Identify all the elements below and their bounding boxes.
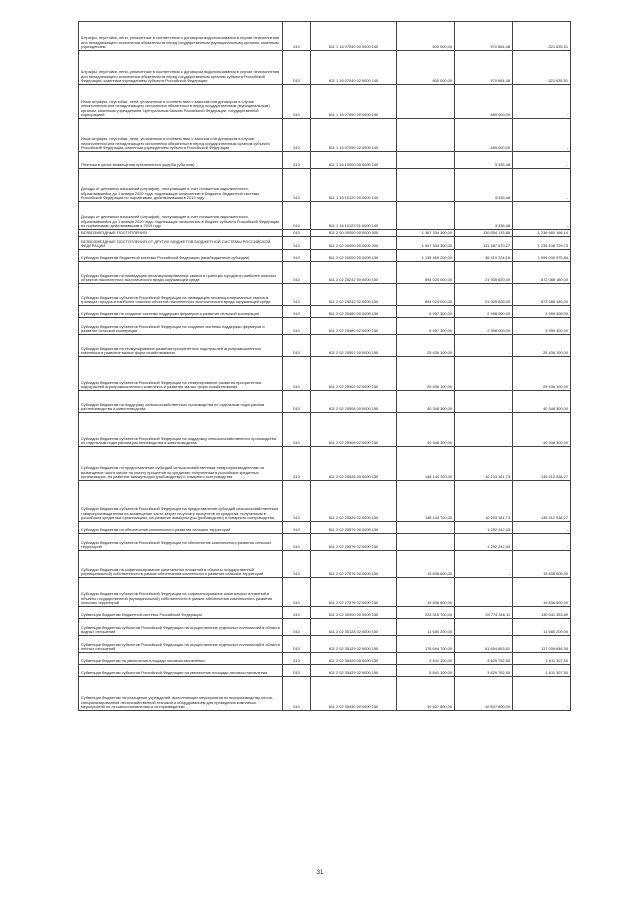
income-name-cell: Субсидии бюджетам субъектов Российской Федерации на предоставление субсидий сельскохозяйственным товаропроизводителям на возмещение части затрат на уплату процентов по кредитам, полученным в российских кредитных организациях, на развитие аквакультуры (рыбоводство) и товарного осетроводства (79, 481, 283, 522)
line-code-cell: 010 (283, 413, 311, 447)
approved-amount-cell: 40 348 300,00 (397, 413, 455, 447)
table-row (79, 335, 571, 357)
line-code-cell: 010 (283, 152, 311, 169)
income-name-cell: Субвенции бюджетам субъектов Российской Федерации на осуществление отдельных полномочий в области водных отношений (79, 619, 283, 636)
approved-amount-cell: 894 024 000,00 (397, 284, 455, 306)
executed-amount-cell: 2 998 000,00 (455, 306, 513, 318)
table-row (79, 636, 571, 653)
remaining-amount-cell: 3 959 300,00 (513, 318, 571, 335)
table-row (79, 653, 571, 665)
table-row (79, 262, 571, 284)
income-name-cell: Доходы от денежных взысканий (штрафов), поступающие в счет погашения задолженности, образовавшейся до 1 января 2020 года, подлежащие зачислению в бюджет субъекта Российской Федерации по нормативам, действовавшим в 2019 году (79, 202, 283, 230)
income-name-cell: Субсидии бюджетам субъектов Российской Федерации на стимулирование развития приоритетных подотраслей агропромышленного комплекса и развитие малых форм хозяйствования (79, 357, 283, 391)
income-code-cell: 811 2 02 25502 02 0000 150 (311, 357, 397, 391)
approved-amount-cell: 894 024 000,00 (397, 262, 455, 284)
approved-amount-cell: 1 135 459 200,00 (397, 250, 455, 262)
income-code-cell: 811 2 02 25508 00 0000 150 (311, 391, 397, 413)
line-code-cell: 010 (283, 237, 311, 250)
income-name-cell: Субвенции бюджетам субъектов Российской Федерации на увеличение площади лесовосстановления (79, 665, 283, 677)
remaining-amount-cell: 3 959 300,00 (513, 306, 571, 318)
line-code-cell: 010 (283, 22, 311, 51)
table-row (79, 237, 571, 250)
executed-amount-cell: 10 637 800,00 (455, 677, 513, 711)
income-name-cell: Субсидии бюджетам субъектов Российской Федерации на софинансирование капитальных вложений в объекты государственной (муниципальной) собственности в рамках обеспечения комплексного развития сельских территорий (79, 578, 283, 607)
income-name-cell: Субсидии бюджетам на обеспечение комплексного развития сельских территорий (79, 522, 283, 534)
executed-amount-cell: 131 187 570,27 (455, 237, 513, 250)
income-code-cell: 811 1 16 07090 00 0000 140 (311, 85, 397, 119)
executed-amount-cell: 3 335,48 (455, 169, 513, 202)
remaining-amount-cell: - (513, 677, 571, 711)
line-code-cell: 010 (283, 169, 311, 202)
income-name-cell: Иные штрафы, неустойки, пени, уплаченные в соответствии с законом или договором в случае неисполнения или ненадлежащего исполнения обязательств перед государственным (муниципальным) органом, казенным учреждением, Центральным банком Российской Федерации, государственной корпорацией (79, 85, 283, 119)
income-code-cell: 811 2 02 27576 00 0000 150 (311, 551, 397, 578)
executed-amount-cell: 2 998 000,00 (455, 318, 513, 335)
income-name-cell: Субвенции бюджетам субъектов Российской Федерации на осуществление отдельных полномочий в области лесных отношений (79, 636, 283, 653)
table-row (79, 677, 571, 711)
income-name-cell: Субсидии бюджетам субъектов Российской Федерации на создание системы поддержки фермеров и развитие сельской кооперации (79, 318, 283, 335)
line-code-cell: 010 (283, 357, 311, 391)
table-row (79, 522, 571, 534)
executed-amount-cell: 3 829 792,50 (455, 653, 513, 665)
income-code-cell: 811 2 02 35430 00 0000 150 (311, 677, 397, 711)
line-code-cell: 010 (283, 636, 311, 653)
line-code-cell: 010 (283, 335, 311, 357)
remaining-amount-cell: 19 836 600,00 (513, 551, 571, 578)
line-code-cell: 010 (283, 578, 311, 607)
table-row (79, 619, 571, 636)
line-code-cell: 010 (283, 250, 311, 262)
approved-amount-cell: 25 436 100,00 (397, 335, 455, 357)
approved-amount-cell (397, 85, 455, 119)
line-code-cell: 010 (283, 284, 311, 306)
table-row (79, 22, 571, 51)
remaining-amount-cell: - (513, 152, 571, 169)
income-code-cell: 811 2 02 35429 00 0000 150 (311, 653, 397, 665)
remaining-amount-cell: 1 236 146 729,73 (513, 237, 571, 250)
executed-amount-cell: 3 335,48 (455, 152, 513, 169)
income-code-cell: 811 1 16 07040 02 0000 140 (311, 51, 397, 85)
income-code-cell: 811 2 02 25502 00 0000 150 (311, 335, 397, 357)
line-code-cell: 010 (283, 306, 311, 318)
remaining-amount-cell: 135 912 538,27 (513, 447, 571, 481)
line-code-cell: 010 (283, 318, 311, 335)
approved-amount-cell (397, 169, 455, 202)
income-name-cell: Субсидии бюджетам на стимулирование развития приоритетных подотраслей агропромышленного комплекса и развитие малых форм хозяйствования (79, 335, 283, 357)
remaining-amount-cell: 25 436 100,00 (513, 335, 571, 357)
income-name-cell: Субсидии бюджетам субъектов Российской Федерации на обеспечение комплексного развития сельских территорий (79, 534, 283, 551)
table-row (79, 357, 571, 391)
income-code-cell: 811 2 02 35429 02 0000 150 (311, 665, 397, 677)
line-code-cell: 010 (283, 85, 311, 119)
remaining-amount-cell: 40 348 300,00 (513, 391, 571, 413)
line-code-cell: 010 (283, 677, 311, 711)
table-row (79, 306, 571, 318)
income-name-cell: Доходы от денежных взысканий (штрафов), поступающие в счет погашения задолженности, образовавшейся до 1 января 2020 года, подлежащие зачислению в бюджеты бюджетной системы Российской Федерации по нормативам, действовавшим в 2019 году (79, 169, 283, 202)
table-row (79, 284, 571, 306)
executed-amount-cell: -489 000,00 (455, 85, 513, 119)
approved-amount-cell: 40 348 300,00 (397, 391, 455, 413)
table-row (79, 230, 571, 237)
line-code-cell: 010 (283, 534, 311, 551)
remaining-amount-cell: 872 088 180,00 (513, 262, 571, 284)
income-name-cell: Субвенции бюджетам на оснащение учреждений, выполняющих мероприятия по воспроизводству лесов, специализированной лесохозяйственной техникой и оборудованием для проведения комплекса мероприятий по лесовосстановлению и лесоразведению (79, 677, 283, 711)
approved-amount-cell: 10 637 800,00 (397, 677, 455, 711)
remaining-amount-cell: -321 635,51 (513, 51, 571, 85)
table-row (79, 447, 571, 481)
table-row (79, 152, 571, 169)
income-name-cell: Штрафы, неустойки, пени, уплаченные в соответствии с договором водопользования в случае неисполнения или ненадлежащего исполнения обязательств перед государственным (муниципальным) органом, казенным учреждением (79, 22, 283, 51)
line-code-cell: 010 (283, 202, 311, 230)
line-code-cell: 010 (283, 653, 311, 665)
line-code-cell: 010 (283, 230, 311, 237)
approved-amount-cell: 148 144 700,00 (397, 447, 455, 481)
page-number: 31 (316, 870, 324, 876)
remaining-amount-cell: 1 611 307,50 (513, 653, 571, 665)
line-code-cell: 010 (283, 119, 311, 152)
income-name-cell: Субсидии бюджетам на предоставление субсидий сельскохозяйственным товаропроизводителям на возмещение части затрат на уплату процентов по кредитам, полученным в российских кредитных организациях, на развитие аквакультуры (рыбоводство) и товарного осетроводства (79, 447, 283, 481)
remaining-amount-cell: - (513, 119, 571, 152)
income-name-cell: Субсидии бюджетам на создание системы поддержки фермеров и развитие сельской кооперации (79, 306, 283, 318)
remaining-amount-cell: - (513, 522, 571, 534)
approved-amount-cell: 148 144 700,00 (397, 481, 455, 522)
income-name-cell: Субсидии бюджетам на поддержку сельскохозяйственного производства по отдельным подотраслям растениеводства и животноводства (79, 391, 283, 413)
income-code-cell: 811 2 02 35128 02 0000 150 (311, 619, 397, 636)
income-code-cell: 811 1 16 10000 00 0000 140 (311, 152, 397, 169)
line-code-cell: 010 (283, 262, 311, 284)
approved-amount-cell: 5 841 100,00 (397, 653, 455, 665)
table-row (79, 391, 571, 413)
executed-amount-cell: 970 664,48 (455, 51, 513, 85)
approved-amount-cell: 6 957 300,00 (397, 306, 455, 318)
executed-amount-cell: -489 000,00 (455, 119, 513, 152)
line-code-cell: 010 (283, 665, 311, 677)
income-name-cell: БЕЗВОЗМЕЗДНЫЕ ПОСТУПЛЕНИЯ (79, 230, 283, 237)
approved-amount-cell: 19 836 600,00 (397, 578, 455, 607)
remaining-amount-cell: - (513, 202, 571, 230)
table-row (79, 665, 571, 677)
executed-amount-cell: 1 252 242,43 (455, 534, 513, 551)
table-row (79, 578, 571, 607)
executed-amount-cell: 1 252 242,43 (455, 522, 513, 534)
approved-amount-cell: 5 841 100,00 (397, 665, 455, 677)
executed-amount-cell: 970 664,48 (455, 22, 513, 51)
approved-amount-cell: 600 000,00 (397, 22, 455, 51)
remaining-amount-cell: 872 088 180,00 (513, 284, 571, 306)
remaining-amount-cell: - (513, 534, 571, 551)
income-code-cell: 811 2 02 00000 00 0000 000 (311, 237, 397, 250)
remaining-amount-cell: - (513, 169, 571, 202)
income-code-cell: 811 2 02 35129 02 0000 150 (311, 636, 397, 653)
approved-amount-cell: 1 367 334 300,00 (397, 237, 455, 250)
executed-amount-cell: 3 335,48 (455, 202, 513, 230)
executed-amount-cell: 10 233 161,73 (455, 481, 513, 522)
income-name-cell: БЕЗВОЗМЕЗДНЫЕ ПОСТУПЛЕНИЯ ОТ ДРУГИХ БЮДЖЕТОВ БЮДЖЕТНОЙ СИСТЕМЫ РОССИЙСКОЙ ФЕДЕРАЦИИ (79, 237, 283, 250)
line-code-cell: 010 (283, 607, 311, 619)
table-row (79, 413, 571, 447)
remaining-amount-cell: 1 099 039 975,84 (513, 250, 571, 262)
income-code-cell: 811 1 16 10120 00 0000 140 (311, 169, 397, 202)
table-row (79, 481, 571, 522)
income-name-cell: Субсидии бюджетам на софинансирование капитальных вложений в объекты государственной (муниципальной) собственности в рамках обеспечения комплексного развития сельских территорий (79, 551, 283, 578)
approved-amount-cell: - (397, 534, 455, 551)
executed-amount-cell: 130 654 133,86 (455, 230, 513, 237)
line-code-cell: 010 (283, 481, 311, 522)
approved-amount-cell: 600 000,00 (397, 51, 455, 85)
table-row (79, 318, 571, 335)
executed-amount-cell: - (455, 357, 513, 391)
executed-amount-cell: - (455, 335, 513, 357)
remaining-amount-cell: 130 541 353,89 (513, 607, 571, 619)
approved-amount-cell: 225 315 700,00 (397, 607, 455, 619)
income-code-cell: 811 2 02 25576 00 0000 150 (311, 522, 397, 534)
executed-amount-cell: 61 654 853,61 (455, 636, 513, 653)
line-code-cell: 010 (283, 619, 311, 636)
table-row (79, 169, 571, 202)
income-name-cell: Субсидии бюджетам на ликвидацию несанкционированных свалок в границах городов и наиболее опасных объектов накопленного экологического вреда окружающей среде (79, 262, 283, 284)
income-code-cell: 811 1 16 07090 02 0000 140 (311, 119, 397, 152)
executed-amount-cell: - (455, 413, 513, 447)
executed-amount-cell: 21 935 820,00 (455, 284, 513, 306)
income-code-cell: 811 2 00 00000 00 0000 000 (311, 230, 397, 237)
line-code-cell: 010 (283, 51, 311, 85)
table-row (79, 607, 571, 619)
income-code-cell: 811 2 02 25526 00 0000 150 (311, 447, 397, 481)
income-code-cell: 811 2 02 25242 00 0000 150 (311, 262, 397, 284)
income-code-cell: 811 2 02 25576 02 0000 150 (311, 534, 397, 551)
table-row (79, 534, 571, 551)
income-name-cell: Субсидии бюджетам субъектов Российской Федерации на ликвидацию несанкционированных свалок в границах городов и наиболее опасных объектов накопленного экологического вреда окружающей среде (79, 284, 283, 306)
budget-execution-table (78, 21, 571, 711)
income-code-cell: 811 2 02 30000 00 0000 150 (311, 607, 397, 619)
remaining-amount-cell: 1 236 680 166,14 (513, 230, 571, 237)
remaining-amount-cell: 117 039 846,39 (513, 636, 571, 653)
remaining-amount-cell: 25 436 100,00 (513, 357, 571, 391)
income-code-cell: 811 1 16 10123 01 0000 140 (311, 202, 397, 230)
executed-amount-cell: 10 233 161,73 (455, 447, 513, 481)
approved-amount-cell (397, 202, 455, 230)
remaining-amount-cell: 1 611 307,50 (513, 665, 571, 677)
table-row (79, 119, 571, 152)
approved-amount-cell: - (397, 522, 455, 534)
income-code-cell: 811 2 02 20000 00 0000 150 (311, 250, 397, 262)
income-name-cell: Иные штрафы, неустойки, пени, уплаченные в соответствии с законом или договором в случае неисполнения или ненадлежащего исполнения обязательств перед государственным органом субъекта Российской Федерации, казенным учреждением субъекта Российской Федерации (79, 119, 283, 152)
line-code-cell: 010 (283, 447, 311, 481)
line-code-cell: 010 (283, 522, 311, 534)
income-code-cell: 811 2 02 25508 02 0000 150 (311, 413, 397, 447)
income-name-cell: Субвенции бюджетам на увеличение площади лесовосстановления (79, 653, 283, 665)
approved-amount-cell: 1 367 334 300,00 (397, 230, 455, 237)
executed-amount-cell: - (455, 619, 513, 636)
table-row (79, 250, 571, 262)
executed-amount-cell: - (455, 391, 513, 413)
line-code-cell: 010 (283, 391, 311, 413)
executed-amount-cell: 3 829 792,50 (455, 665, 513, 677)
approved-amount-cell: 6 957 300,00 (397, 318, 455, 335)
table-row (79, 51, 571, 85)
income-code-cell: 811 2 02 25480 02 0000 150 (311, 318, 397, 335)
approved-amount-cell (397, 152, 455, 169)
remaining-amount-cell: - (513, 85, 571, 119)
income-code-cell: 811 2 02 27576 02 0000 150 (311, 578, 397, 607)
executed-amount-cell: 21 935 820,00 (455, 262, 513, 284)
executed-amount-cell: 36 419 224,16 (455, 250, 513, 262)
approved-amount-cell: 176 694 700,00 (397, 636, 455, 653)
executed-amount-cell: 94 774 346,11 (455, 607, 513, 619)
table-row (79, 202, 571, 230)
remaining-amount-cell: 40 348 300,00 (513, 413, 571, 447)
income-name-cell: Платежи в целях возмещения причиненного ущерба (убытков) (79, 152, 283, 169)
income-name-cell: Субвенции бюджетам бюджетной системы Российской Федерации (79, 607, 283, 619)
income-code-cell: 811 2 02 25526 02 0000 150 (311, 481, 397, 522)
income-name-cell: Субсидии бюджетам субъектов Российской Федерации на поддержку сельскохозяйственного производства по отдельным подотраслям растениеводства и животноводства (79, 413, 283, 447)
remaining-amount-cell: 11 680 200,00 (513, 619, 571, 636)
approved-amount-cell: 19 836 600,00 (397, 551, 455, 578)
remaining-amount-cell: 19 836 600,00 (513, 578, 571, 607)
approved-amount-cell (397, 119, 455, 152)
remaining-amount-cell: -321 635,51 (513, 22, 571, 51)
line-code-cell: 010 (283, 551, 311, 578)
income-code-cell: 811 2 02 25242 02 0000 150 (311, 284, 397, 306)
table-row (79, 85, 571, 119)
approved-amount-cell: 25 436 100,00 (397, 357, 455, 391)
income-code-cell: 811 2 02 25480 00 0000 150 (311, 306, 397, 318)
income-name-cell: Субсидии бюджетам бюджетной системы Российской Федерации (межбюджетные субсидии) (79, 250, 283, 262)
table-row (79, 551, 571, 578)
executed-amount-cell: - (455, 578, 513, 607)
income-code-cell: 811 1 16 07040 00 0000 140 (311, 22, 397, 51)
remaining-amount-cell: 135 912 538,27 (513, 481, 571, 522)
approved-amount-cell: 11 680 200,00 (397, 619, 455, 636)
executed-amount-cell: - (455, 551, 513, 578)
income-name-cell: Штрафы, неустойки, пени, уплаченные в соответствии с договором водопользования в случае неисполнения или ненадлежащего исполнения обязательств перед государственным органом субъекта Российской Федерации, казенным учреждением субъекта Российской Федерации (79, 51, 283, 85)
